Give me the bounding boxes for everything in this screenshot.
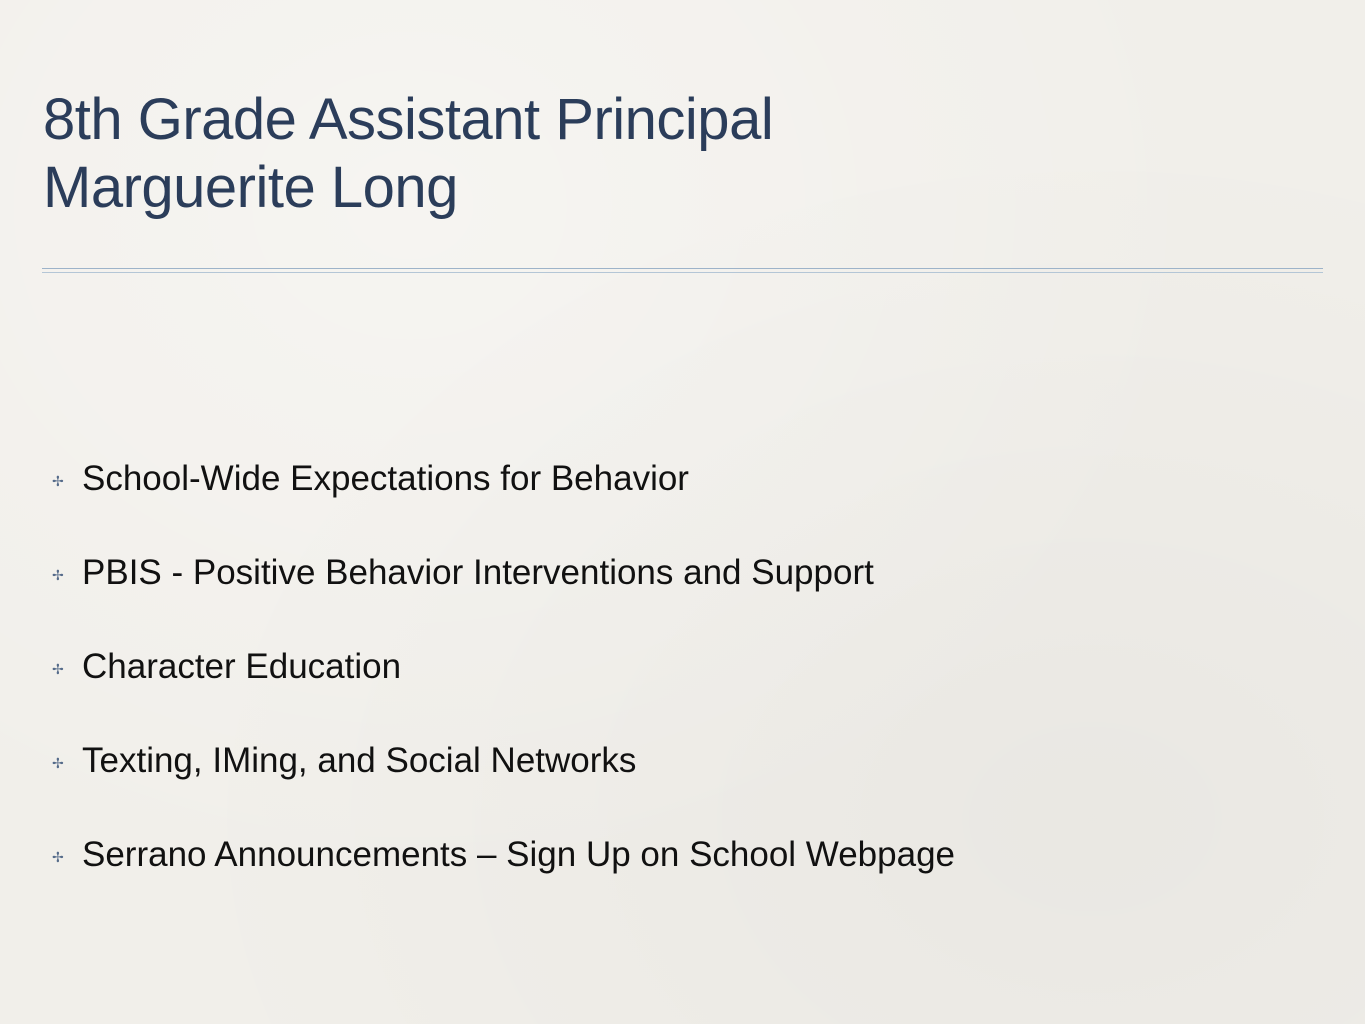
slide-title xyxy=(43,86,773,222)
list-item xyxy=(52,432,955,526)
divider-line-bottom xyxy=(42,272,1323,273)
bullet-list xyxy=(52,432,955,902)
list-item xyxy=(52,714,955,808)
bullet-text: PBIS - Positive Behavior Interventions and Support xyxy=(82,553,874,592)
fleuron-cross-icon: ✢ xyxy=(52,661,64,677)
list-item xyxy=(52,808,955,902)
divider-line-top xyxy=(42,268,1323,269)
title-divider xyxy=(42,268,1323,274)
fleuron-cross-icon: ✢ xyxy=(52,755,64,771)
list-item xyxy=(52,620,955,714)
title-line-2: Marguerite Long xyxy=(43,155,458,220)
bullet-text: Serrano Announcements – Sign Up on School Webpage xyxy=(82,835,956,874)
fleuron-cross-icon: ✢ xyxy=(52,567,64,583)
title-line-1: 8th Grade Assistant Principal xyxy=(43,87,774,152)
bullet-text: School-Wide Expectations for Behavior xyxy=(82,459,689,498)
fleuron-cross-icon: ✢ xyxy=(52,473,64,489)
bullet-text: Texting, IMing, and Social Networks xyxy=(82,741,637,780)
list-item xyxy=(52,526,955,620)
fleuron-cross-icon: ✢ xyxy=(52,849,64,865)
bullet-text: Character Education xyxy=(82,647,402,686)
